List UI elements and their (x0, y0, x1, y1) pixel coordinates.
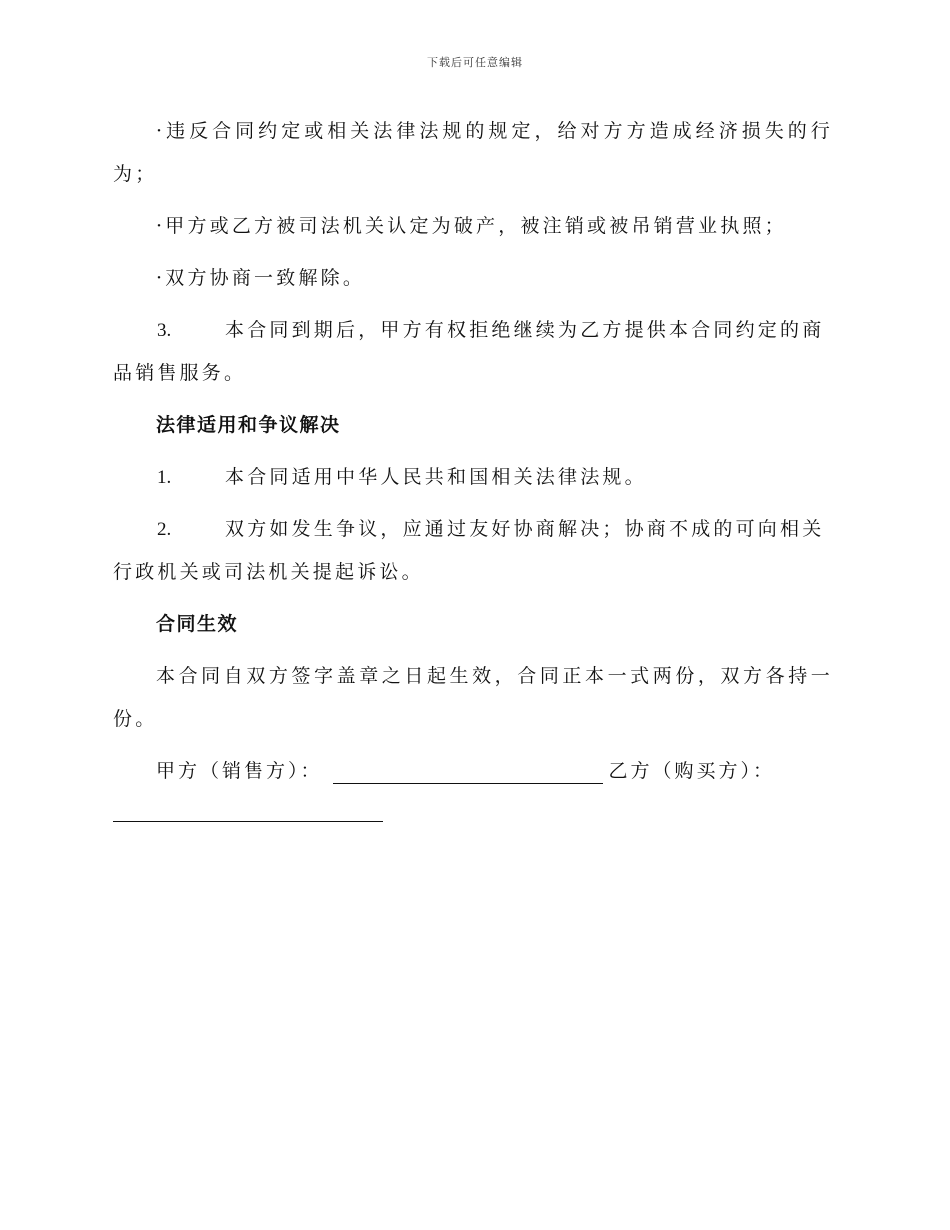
party-b-label: 乙方（购买方）： (608, 760, 776, 782)
party-a-signature-line (333, 759, 603, 784)
item-number: 1. (157, 467, 172, 488)
termination-bullet-1: ·违反合同约定或相关法律法规的规定，给对方方造成经济损失的行为； (113, 120, 833, 185)
item-text: 本合同适用中华人民共和国相关法律法规。 (225, 466, 647, 488)
signature-row (113, 750, 833, 793)
law-item-1 (113, 456, 833, 499)
party-a-label: 甲方（销售方）： (156, 760, 323, 782)
item-number: 2. (157, 519, 172, 540)
section-heading-effect: 合同生效 (156, 613, 239, 635)
effect-paragraph: 本合同自双方签字盖章之日起生效，合同正本一式两份，双方各持一份。 (113, 665, 833, 730)
document-body (113, 110, 833, 822)
termination-bullet-2: ·甲方或乙方被司法机关认定为破产，被注销或被吊销营业执照； (156, 215, 787, 237)
termination-bullet-3: ·双方协商一致解除。 (156, 267, 366, 289)
item-number: 3. (157, 320, 172, 341)
law-item-2 (113, 508, 833, 594)
item-text: 双方如发生争议，应通过友好协商解决；协商不成的可向相关行政机关或司法机关提起诉讼。 (113, 518, 825, 583)
termination-item-3 (113, 309, 833, 395)
party-b-signature-line (113, 797, 383, 822)
section-heading-law: 法律适用和争议解决 (156, 414, 341, 436)
item-text: 本合同到期后，甲方有权拒绝继续为乙方提供本合同约定的商品销售服务。 (113, 319, 825, 384)
page-header: 下载后可任意编辑 (427, 56, 523, 69)
